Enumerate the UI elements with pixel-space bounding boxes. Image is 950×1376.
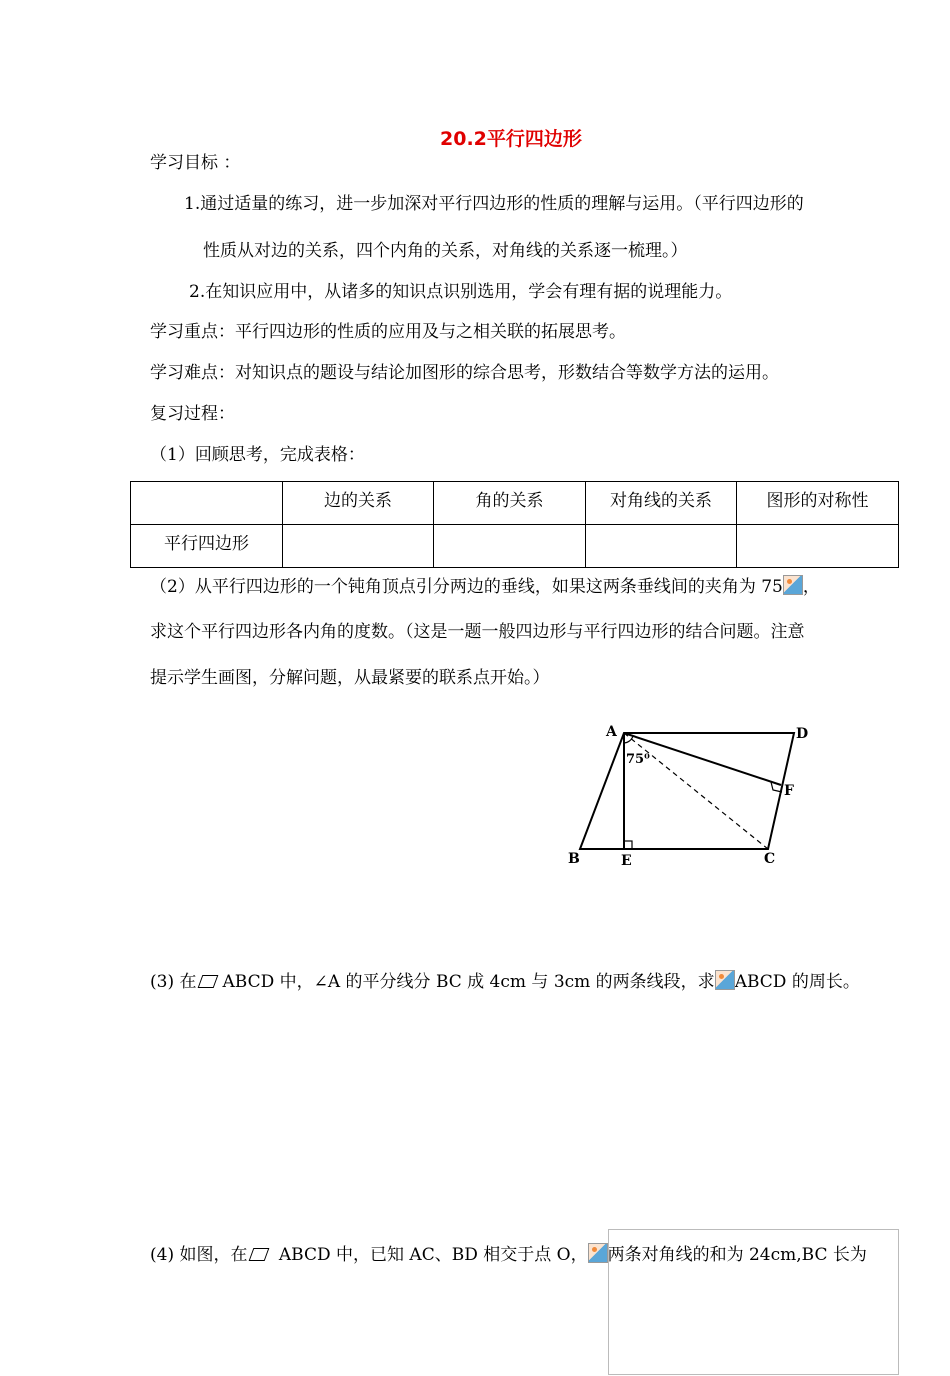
- label-d: D: [796, 726, 809, 742]
- label-a: A: [606, 724, 617, 740]
- table-header-cell: [131, 482, 283, 525]
- table-header-cell: 图形的对称性: [737, 482, 899, 525]
- question-3-suffix: ABCD 的周长。: [734, 972, 860, 992]
- angle-arc-a: [624, 736, 633, 743]
- question-2-line-1-text: （2）从平行四边形的一个钝角顶点引分两边的垂线，如果这两条垂线间的夹角为 75: [150, 577, 783, 597]
- broken-image-icon: [715, 970, 735, 990]
- parallelogram-figure: [560, 715, 820, 875]
- table-cell[interactable]: [737, 525, 899, 568]
- objective-1-line-1: 1.通过适量的练习，进一步加深对平行四边形的性质的理解与运用。（平行四边形的: [184, 194, 804, 214]
- table-header-cell: 边的关系: [283, 482, 434, 525]
- table-cell: 平行四边形: [131, 525, 283, 568]
- label-f: F: [784, 783, 794, 799]
- table-header-cell: 对角线的关系: [586, 482, 737, 525]
- label-b: B: [568, 851, 580, 867]
- broken-image-icon: [783, 575, 803, 595]
- key-point: 学习重点：平行四边形的性质的应用及与之相关联的拓展思考。: [150, 322, 626, 342]
- image-placeholder-frame: [608, 1229, 899, 1375]
- label-c: C: [764, 851, 776, 867]
- review-table: [130, 481, 899, 568]
- broken-image-icon: [588, 1243, 608, 1263]
- question-2-line-1: [150, 575, 820, 598]
- table-cell[interactable]: [586, 525, 737, 568]
- parallelogram-symbol-icon: [198, 975, 219, 988]
- table-cell[interactable]: [283, 525, 434, 568]
- difficulty: 学习难点：对知识点的题设与结论加图形的综合思考，形数结合等数学方法的运用。: [150, 363, 779, 383]
- objectives-label: 学习目标 ：: [150, 153, 241, 173]
- page-title: 20.2平行四边形: [440, 128, 582, 150]
- diagonal-ac: [624, 733, 768, 849]
- review-heading: 复习过程：: [150, 404, 235, 424]
- question-3-prefix: (3) 在: [150, 972, 197, 992]
- question-1: （1）回顾思考，完成表格：: [150, 445, 365, 465]
- question-4-middle: ABCD 中，已知 AC、BD 相交于点 O，: [273, 1245, 588, 1265]
- question-4-prefix: (4) 如图，在: [150, 1245, 248, 1265]
- question-3-middle: ABCD 中，∠A 的平分线分 BC 成 4cm 与 3cm 的两条线段，求: [222, 972, 715, 992]
- parallelogram-symbol-icon: [249, 1248, 270, 1261]
- table-header-row: [131, 482, 899, 525]
- question-4-suffix: 两条对角线的和为 24cm,BC 长为: [607, 1245, 867, 1265]
- parallelogram-abcd: [580, 733, 794, 849]
- table-cell[interactable]: [434, 525, 586, 568]
- question-2-line-1-end: ，: [802, 577, 820, 597]
- objective-2: 2.在知识应用中，从诸多的知识点识别选用，学会有理有据的说理能力。: [189, 282, 733, 302]
- angle-label-75: 75⁰: [626, 752, 650, 767]
- question-2-line-2: 求这个平行四边形各内角的度数。（这是一题一般四边形与平行四边形的结合问题。注意: [150, 622, 805, 642]
- question-2-line-3: 提示学生画图，分解问题，从最紧要的联系点开始。）: [150, 668, 550, 688]
- question-3: [150, 970, 860, 993]
- table-header-cell: 角的关系: [434, 482, 586, 525]
- label-e: E: [621, 853, 632, 869]
- table-row: [131, 525, 899, 568]
- right-angle-mark-e: [624, 841, 632, 849]
- objective-1-line-2: 性质从对边的关系，四个内角的关系，对角线的关系逐一梳理。）: [203, 241, 688, 261]
